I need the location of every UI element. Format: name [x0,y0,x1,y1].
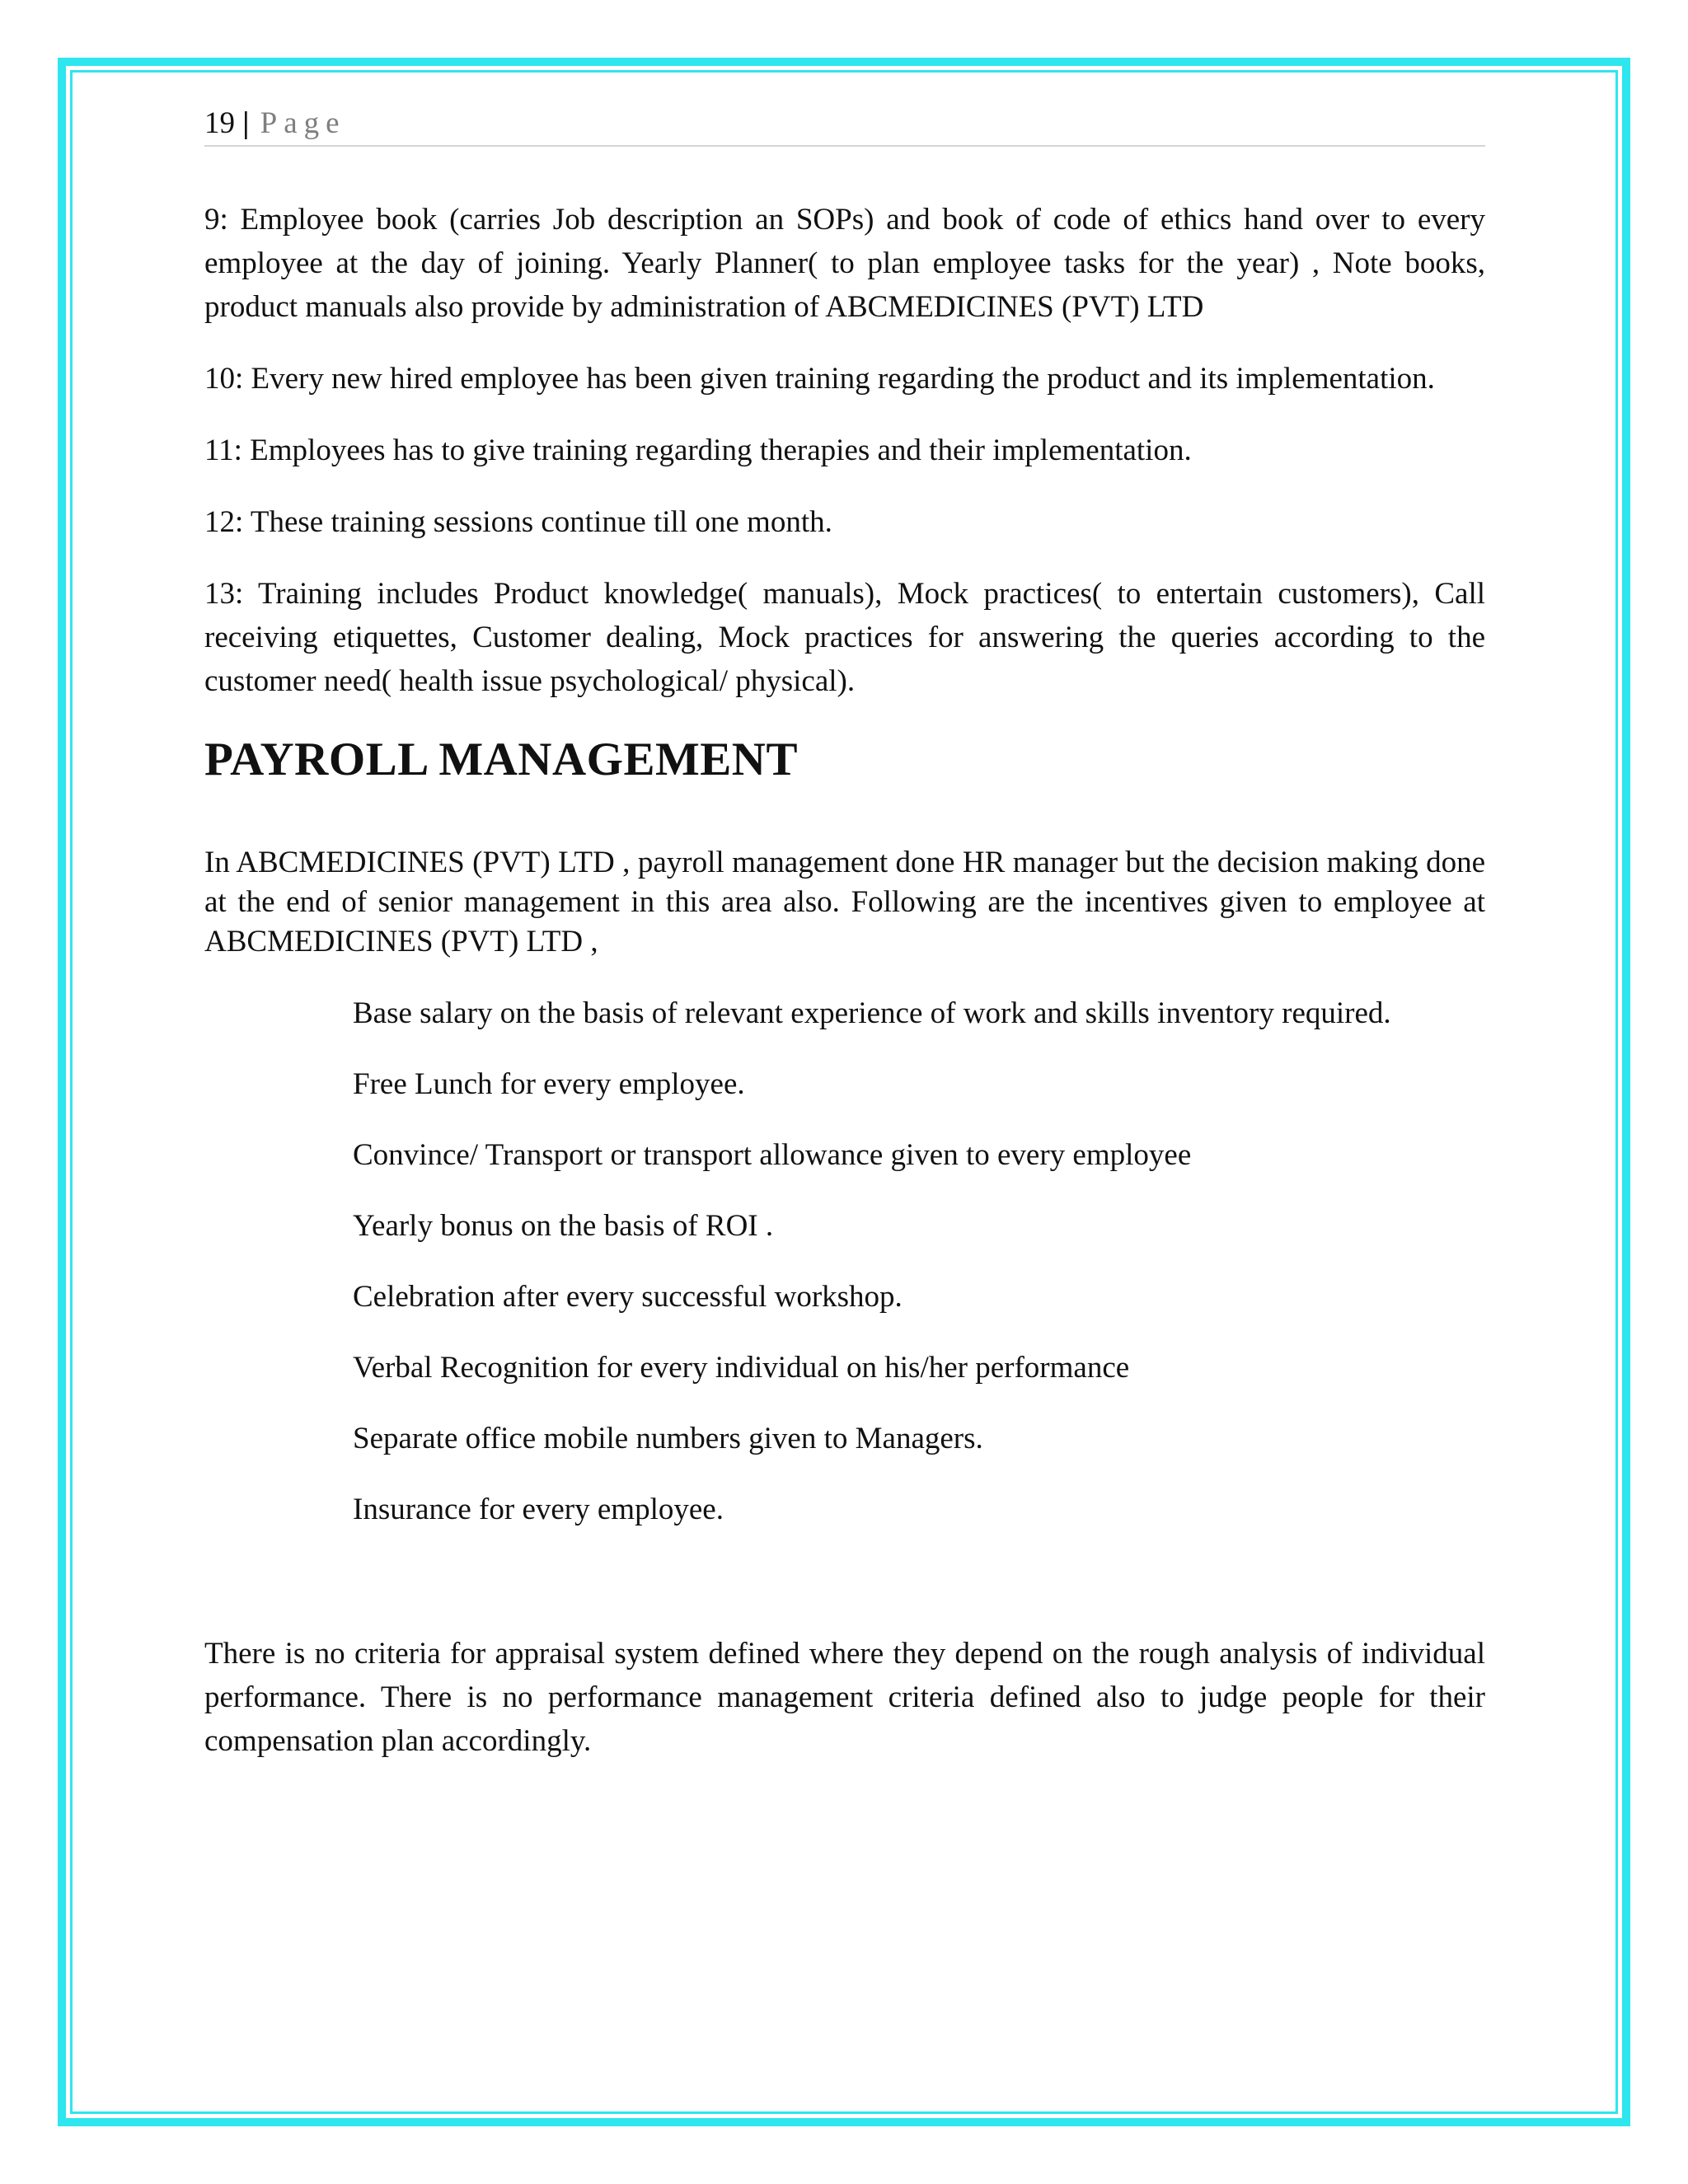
paragraph-12: 12: These training sessions continue till one month. [204,505,832,539]
payroll-intro: In ABCMEDICINES (PVT) LTD , payroll management done HR manager but the decision making done at the end of senior management in this area also. Following are the incentives given to employee at ABCMEDICINES (PVT) LTD , [204,846,1485,958]
page-content [204,99,1485,1763]
paragraph-10: 10: Every new hired employee has been given training regarding the product and its implementation. [204,362,1435,396]
incentive-item: Base salary on the basis of relevant experience of work and skills inventory required. [353,996,1391,1030]
incentive-item: Insurance for every employee. [353,1493,724,1526]
incentive-item: Yearly bonus on the basis of ROI . [353,1209,774,1243]
incentive-item: Convince/ Transport or transport allowance given to every employee [353,1138,1192,1172]
page-number: 19 [204,106,235,140]
incentive-item: Free Lunch for every employee. [353,1067,745,1101]
paragraph-13: 13: Training includes Product knowledge( manuals), Mock practices( to entertain customers), Call receiving etiquettes, Customer dealing, Mock practices for answering the queries according to the customer need( health issue psychological/ physical). [204,577,1485,698]
incentive-item: Celebration after every successful workshop. [353,1280,903,1314]
incentives-list [204,991,1485,1531]
page-header [204,99,1485,147]
page-label: Page [260,106,346,140]
paragraph-11: 11: Employees has to give training regarding therapies and their implementation. [204,434,1192,467]
paragraph-9: 9: Employee book (carries Job description an SOPs) and book of code of ethics hand over to every employee at the day of joining. Yearly Planner( to plan employee tasks for the year) , Note books, product manuals also provide by administration of ABCMEDICINES (PVT) LTD [204,203,1485,324]
page-separator: | [242,106,250,140]
incentive-item: Separate office mobile numbers given to Managers. [353,1422,983,1455]
closing-paragraph: There is no criteria for appraisal system defined where they depend on the rough analysis of individual performance. There is no performance management criteria defined also to judge people for their compensation plan accordingly. [204,1637,1485,1758]
incentive-item: Verbal Recognition for every individual on his/her performance [353,1351,1130,1385]
section-heading-payroll: PAYROLL MANAGEMENT [204,733,798,785]
